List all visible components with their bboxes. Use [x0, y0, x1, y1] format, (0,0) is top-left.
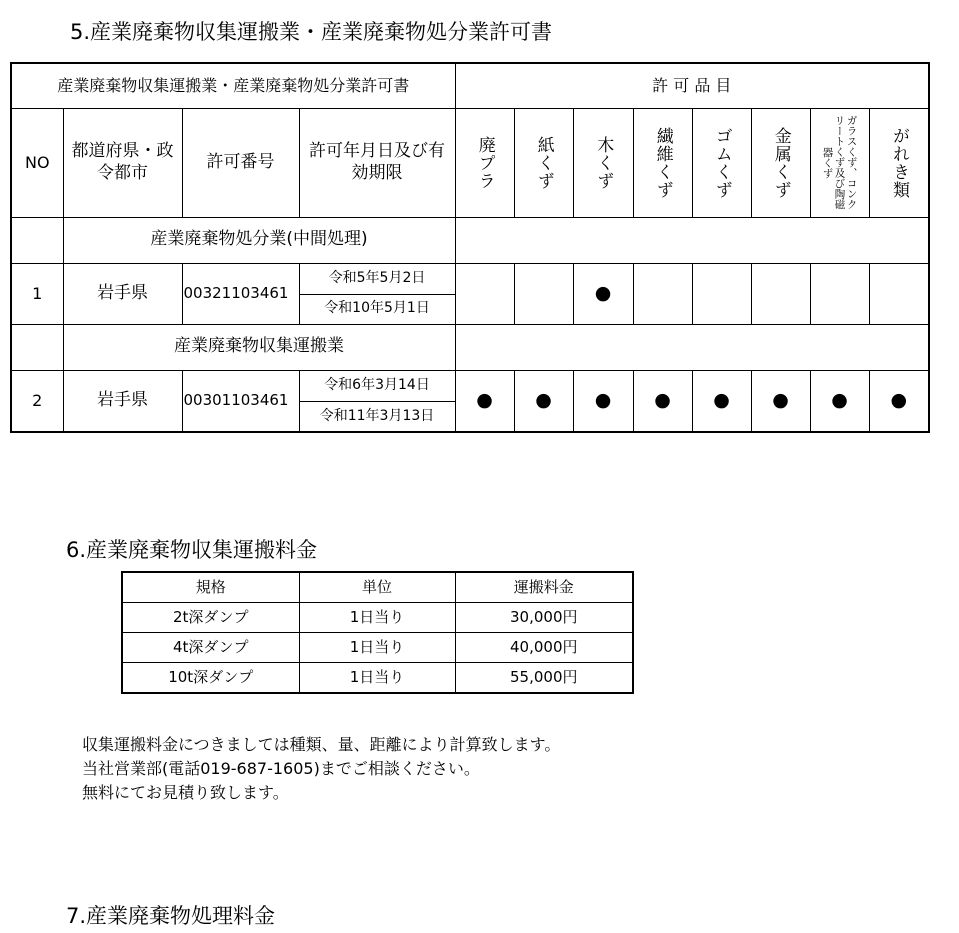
mark-cell: ● [751, 370, 810, 432]
group-empty-cell [11, 324, 63, 370]
row-prefecture: 岩手県 [63, 263, 182, 324]
items-title: 許 可 品 目 [455, 63, 929, 108]
row-start-date: 令和6年3月14日 [299, 370, 455, 401]
header-permit-no: 許可番号 [182, 108, 299, 217]
mark-cell: ● [573, 263, 633, 324]
fee-unit: 1日当り [299, 663, 455, 694]
header-item [633, 108, 692, 217]
fee-table [121, 571, 634, 694]
mark-cell [810, 263, 869, 324]
item-label: 紙くず [533, 135, 554, 190]
fee-row [122, 633, 633, 663]
mark-cell: ● [573, 370, 633, 432]
mark-cell [633, 263, 692, 324]
fee-header-unit: 単位 [299, 572, 455, 603]
fee-spec: 4t深ダンプ [122, 633, 299, 663]
fee-note: 収集運搬料金につきましては種類、量、距離により計算致します。 [82, 735, 561, 754]
fee-price: 55,000円 [455, 663, 633, 694]
row-prefecture: 岩手県 [63, 370, 182, 432]
group-label: 産業廃棄物処分業(中間処理) [63, 217, 455, 263]
item-label: がれき類 [888, 126, 909, 199]
fee-note: 当社営業部(電話019-687-1605)までご相談ください。 [82, 759, 480, 778]
item-label: ガラスくず、コンクリートくず及び陶磁器くず [821, 115, 858, 210]
group-empty-cell [455, 324, 929, 370]
permit-table [10, 62, 930, 433]
row-no: 1 [11, 263, 63, 324]
fee-row [122, 663, 633, 694]
fee-unit: 1日当り [299, 603, 455, 633]
section7-heading: 7.産業廃棄物処理料金 [66, 904, 276, 928]
header-item [692, 108, 751, 217]
item-label: 廃プラ [474, 135, 495, 190]
mark-cell: ● [514, 370, 573, 432]
mark-cell [751, 263, 810, 324]
item-label: ゴムくず [711, 126, 732, 199]
header-no: NO [11, 108, 63, 217]
header-item [573, 108, 633, 217]
group-empty-cell [11, 217, 63, 263]
row-permit-no: 00301103461 [182, 370, 299, 432]
mark-cell [869, 263, 929, 324]
row-no: 2 [11, 370, 63, 432]
mark-cell: ● [810, 370, 869, 432]
group-empty-cell [455, 217, 929, 263]
mark-cell: ● [633, 370, 692, 432]
header-item [455, 108, 514, 217]
fee-spec: 2t深ダンプ [122, 603, 299, 633]
fee-header-price: 運搬料金 [455, 572, 633, 603]
mark-cell [514, 263, 573, 324]
row-end-date: 令和10年5月1日 [299, 294, 455, 324]
mark-cell: ● [455, 370, 514, 432]
group-label: 産業廃棄物収集運搬業 [63, 324, 455, 370]
section5-heading: 5.産業廃棄物収集運搬業・産業廃棄物処分業許可書 [70, 20, 553, 44]
row-end-date: 令和11年3月13日 [299, 401, 455, 432]
item-label: 木くず [593, 135, 614, 190]
mark-cell: ● [869, 370, 929, 432]
fee-spec: 10t深ダンプ [122, 663, 299, 694]
row-permit-no: 00321103461 [182, 263, 299, 324]
header-prefecture: 都道府県・政令都市 [63, 108, 182, 217]
section6-heading: 6.産業廃棄物収集運搬料金 [66, 538, 318, 562]
header-item [810, 108, 869, 217]
fee-unit: 1日当り [299, 633, 455, 663]
header-dates: 許可年月日及び有効期限 [299, 108, 455, 217]
item-label: 金属くず [770, 126, 791, 199]
mark-cell [692, 263, 751, 324]
mark-cell: ● [692, 370, 751, 432]
mark-cell [455, 263, 514, 324]
permit-table-title: 産業廃棄物収集運搬業・産業廃棄物処分業許可書 [11, 63, 455, 108]
header-item [514, 108, 573, 217]
header-item [751, 108, 810, 217]
fee-note: 無料にてお見積り致します。 [82, 783, 289, 802]
fee-row [122, 603, 633, 633]
fee-header-spec: 規格 [122, 572, 299, 603]
row-start-date: 令和5年5月2日 [299, 263, 455, 294]
item-label: 繊維くず [652, 126, 673, 199]
fee-price: 30,000円 [455, 603, 633, 633]
fee-price: 40,000円 [455, 633, 633, 663]
header-item [869, 108, 929, 217]
